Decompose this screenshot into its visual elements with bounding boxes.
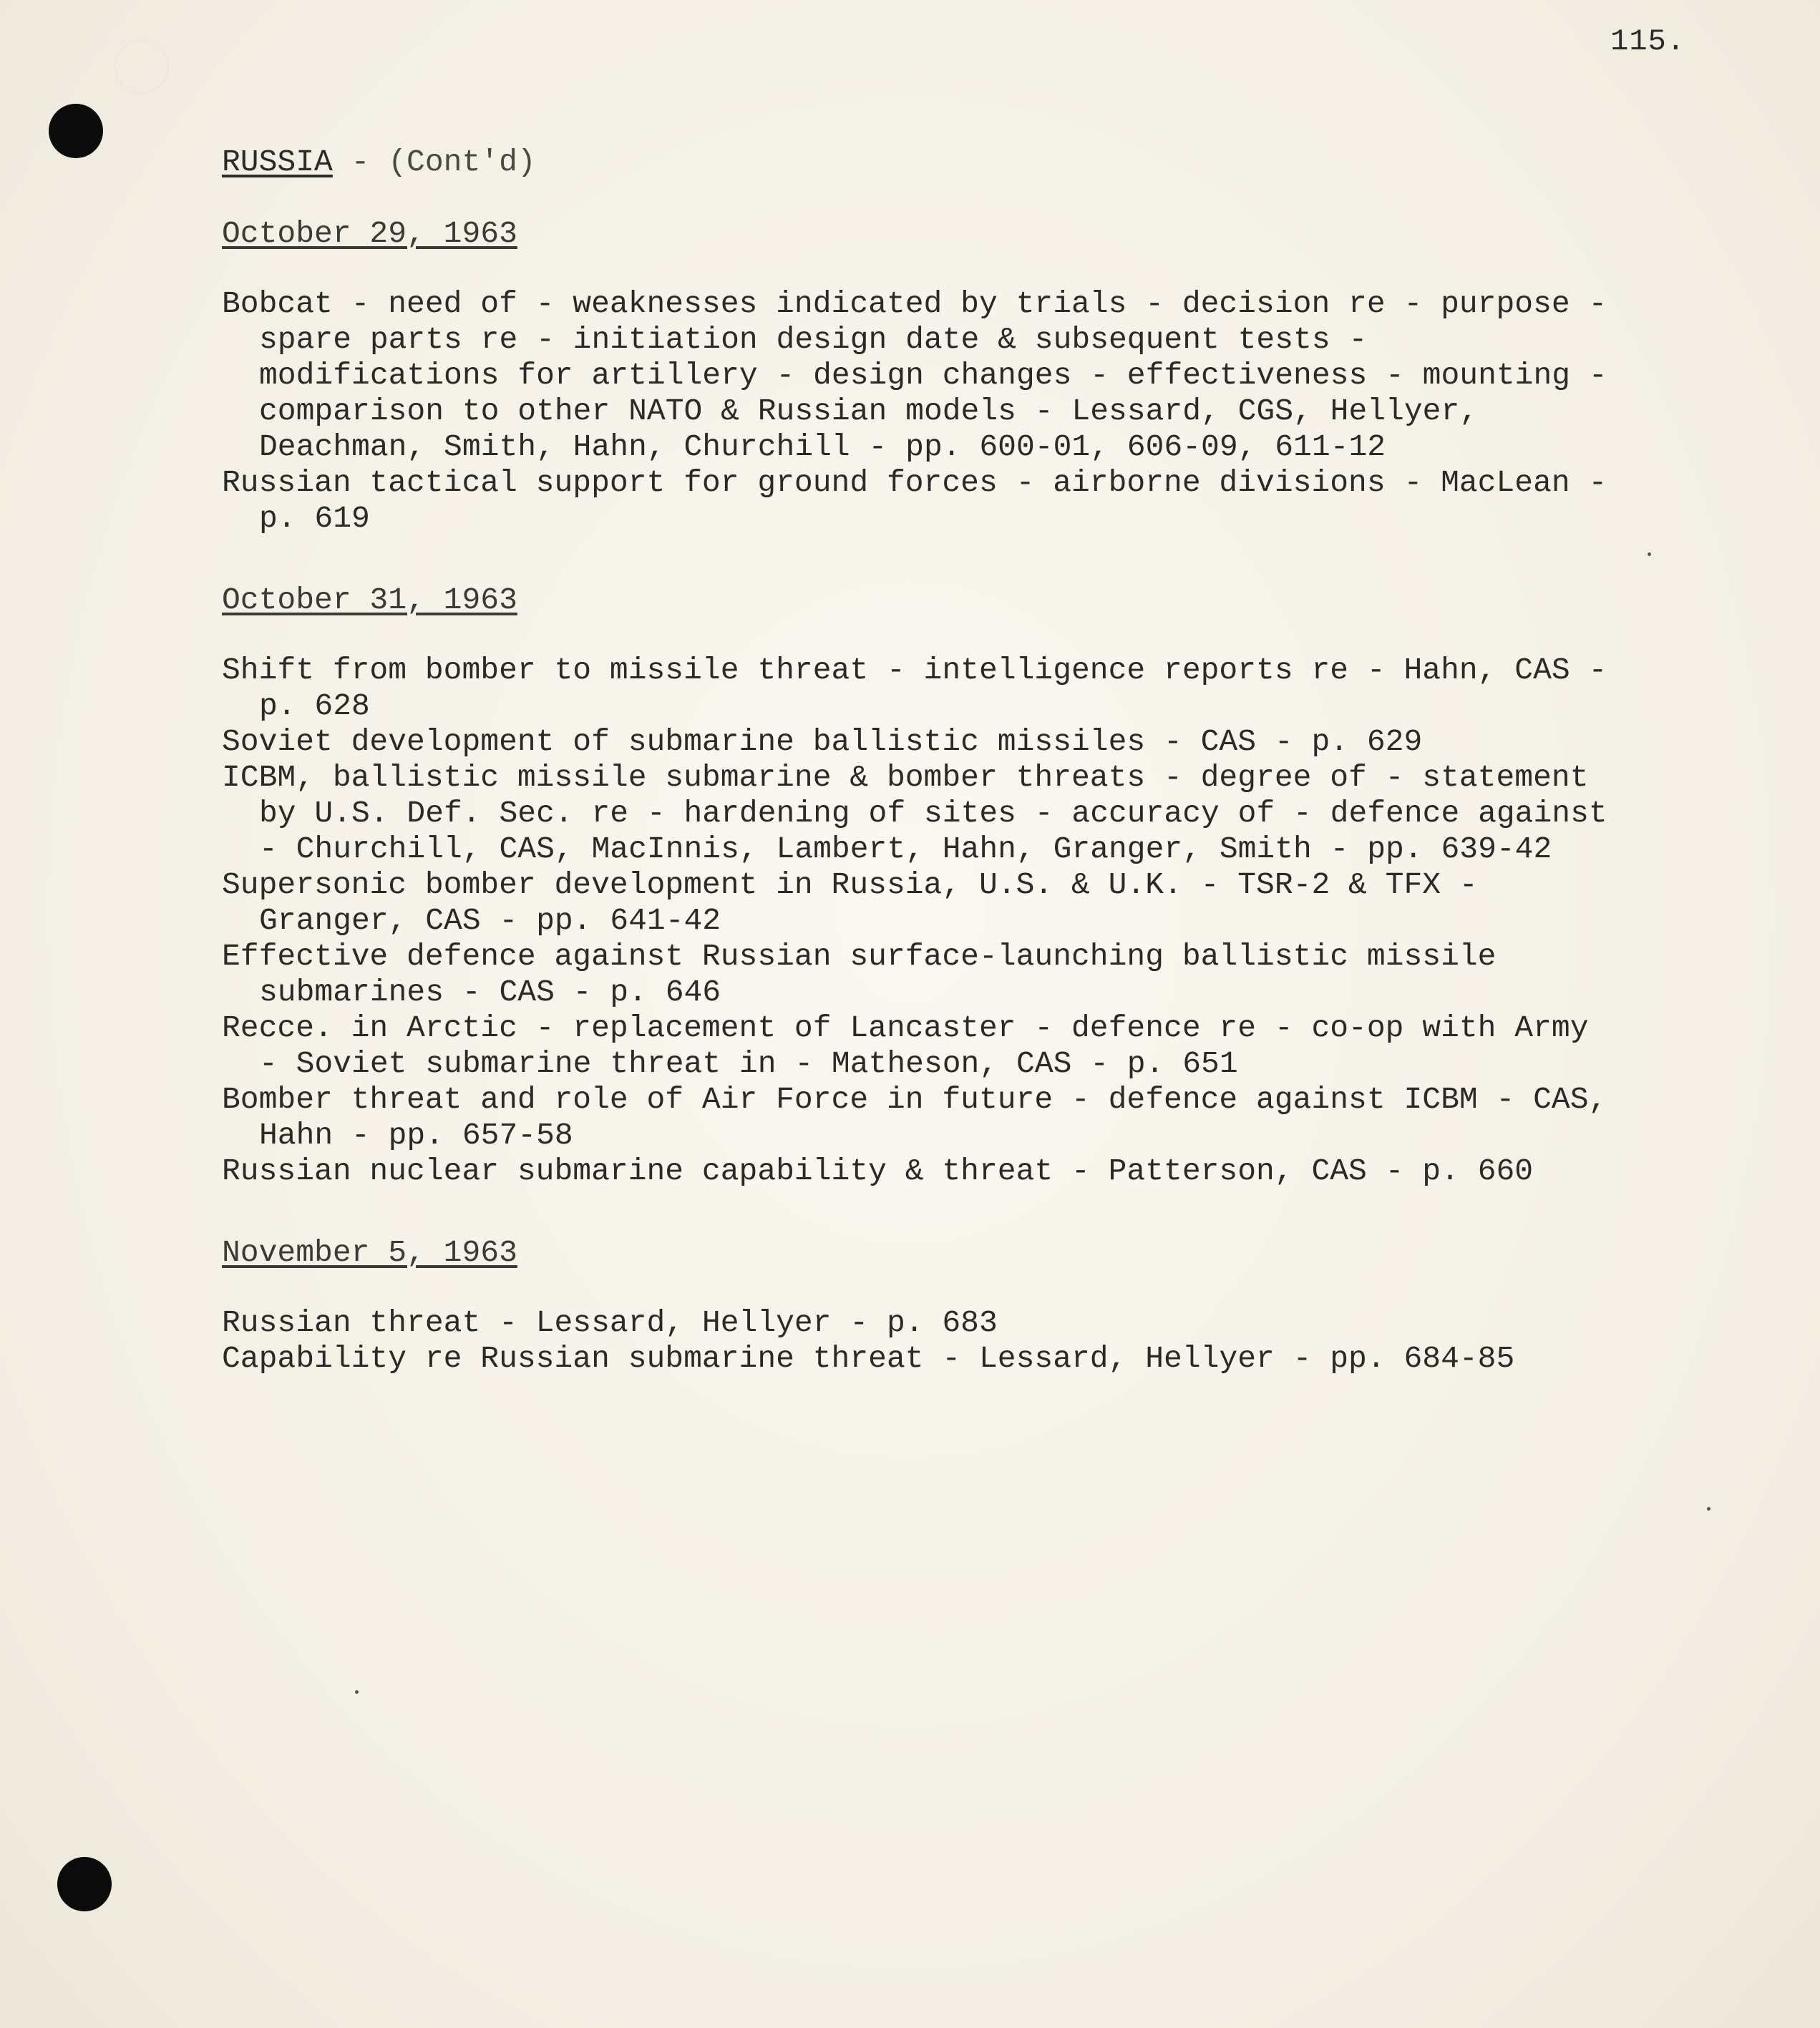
heading-continued: - (Cont'd) (332, 145, 536, 180)
page-number: 115. (1610, 24, 1685, 59)
faint-ring-mark (115, 39, 169, 94)
punch-hole-bottom (57, 1857, 112, 1911)
date-section (222, 581, 1617, 1189)
section-date: November 5, 1963 (222, 1235, 517, 1270)
paper-speck (1648, 552, 1651, 556)
index-entry: Soviet development of submarine ballistic missiles - CAS - p. 629 (222, 724, 1423, 759)
index-entry: Capability re Russian submarine threat - Lessard, Hellyer - pp. 684-85 (222, 1341, 1515, 1376)
index-entry: ICBM, ballistic missile submarine & bomber threats - degree of - statement by U.S. Def. Sec. re - hardening of sites - accuracy of - defence against - Churchill, CAS, MacInnis, Lambert, Hahn, Granger, Smith - pp. 639-42 (222, 760, 1607, 867)
index-entry: Supersonic bomber development in Russia, U.S. & U.K. - TSR-2 & TFX - Granger, CAS - pp. 641-42 (222, 867, 1478, 938)
index-entry: Bobcat - need of - weaknesses indicated by trials - decision re - purpose - spare parts re - initiation design date & subsequent tests - modifications for artillery - design changes - effectiveness - mounting - comparison to other NATO & Russian models - Lessard, CGS, Hellyer, Deachman, Smith, Hahn, Churchill - pp. 600-01, 606-09, 611-12 (222, 286, 1607, 464)
document-body (222, 143, 1617, 1377)
section-date: October 29, 1963 (222, 216, 517, 251)
index-entry: Bomber threat and role of Air Force in future - defence against ICBM - CAS, Hahn - pp. 657-58 (222, 1082, 1607, 1153)
date-section (222, 215, 1617, 537)
index-entry: Shift from bomber to missile threat - intelligence reports re - Hahn, CAS - p. 628 (222, 653, 1607, 723)
index-entry: Russian tactical support for ground forces - airborne divisions - MacLean - p. 619 (222, 465, 1607, 536)
punch-hole-top (49, 104, 103, 158)
date-section (222, 1234, 1617, 1377)
paper-speck (355, 1690, 359, 1694)
index-entry: Russian threat - Lessard, Hellyer - p. 683 (222, 1305, 998, 1340)
paper-speck (1707, 1507, 1710, 1511)
entry-list (222, 1305, 1617, 1377)
index-entry: Recce. in Arctic - replacement of Lancaster - defence re - co-op with Army - Soviet submarine threat in - Matheson, CAS - p. 651 (222, 1010, 1589, 1081)
section-date: October 31, 1963 (222, 582, 517, 618)
index-entry: Russian nuclear submarine capability & threat - Patterson, CAS - p. 660 (222, 1154, 1534, 1189)
entry-list (222, 286, 1617, 537)
page-heading (222, 143, 1617, 182)
heading-title: RUSSIA (222, 145, 333, 180)
entry-list (222, 653, 1617, 1189)
index-entry: Effective defence against Russian surface-launching ballistic missile submarines - CAS - p. 646 (222, 939, 1497, 1010)
